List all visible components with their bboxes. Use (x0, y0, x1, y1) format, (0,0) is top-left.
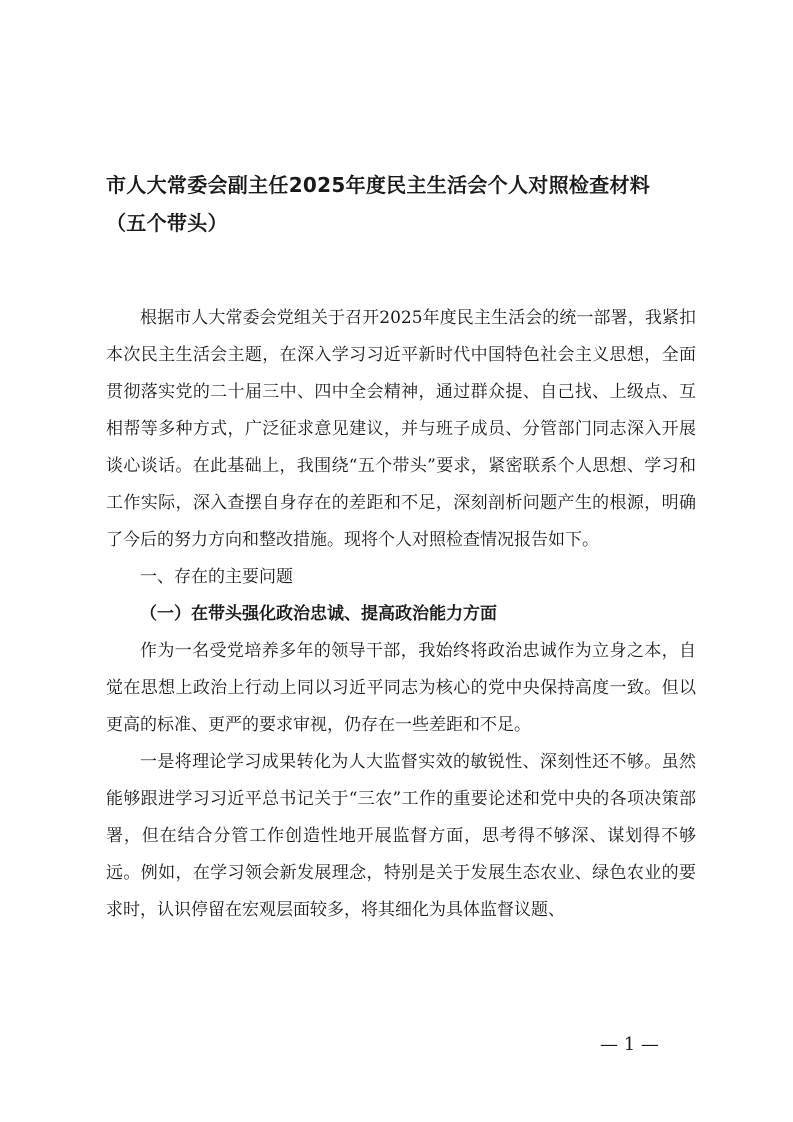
body-paragraph: 一是将理论学习成果转化为人大监督实效的敏锐性、深刻性还不够。虽然能够跟进学习习近平总书记关于“三农”工作的重要论述和党中央的各项决策部署，但在结合分管工作创造性地开展监督方面，思考得不够深、谋划得不够远。例如，在学习领会新发展理念，特别是关于发展生态农业、绿色农业的要求时，认识停留在宏观层面较多，将其细化为具体监督议题、 (106, 752, 696, 920)
page-number: — 1 — (600, 1034, 659, 1055)
intro-paragraph: 根据市人大常委会党组关于召开2025年度民主生活会的统一部署，我紧扣本次民主生活会主题，在深入学习习近平新时代中国特色社会主义思想，全面贯彻落实党的二十届三中、四中全会精神，通过群众提、自己找、上级点、互相帮等多种方式，广泛征求意见建议，并与班子成员、分管部门同志深入开展谈心谈话。在此基础上，我围绕“五个带头”要求，紧密联系个人思想、学习和工作实际，深入查摆自身存在的差距和不足，深刻剖析问题产生的根源，明确了今后的努力方向和整改措施。现将个人对照检查情况报告如下。 (106, 308, 696, 550)
document-title (106, 166, 706, 242)
section-heading: 一、存在的主要问题 (140, 567, 293, 587)
title-line-2: （五个带头） (106, 211, 228, 235)
subsection-heading: （一）在带头强化政治忠诚、提高政治能力方面 (140, 604, 497, 624)
title-line-1: 市人大常委会副主任2025年度民主生活会个人对照检查材料 (106, 173, 651, 197)
document-body (106, 300, 696, 929)
body-paragraph: 作为一名受党培养多年的领导干部，我始终将政治忠诚作为立身之本，自觉在思想上政治上行动上同以习近平同志为核心的党中央保持高度一致。但以更高的标准、更严的要求审视，仍存在一些差距和不足。 (106, 641, 696, 735)
